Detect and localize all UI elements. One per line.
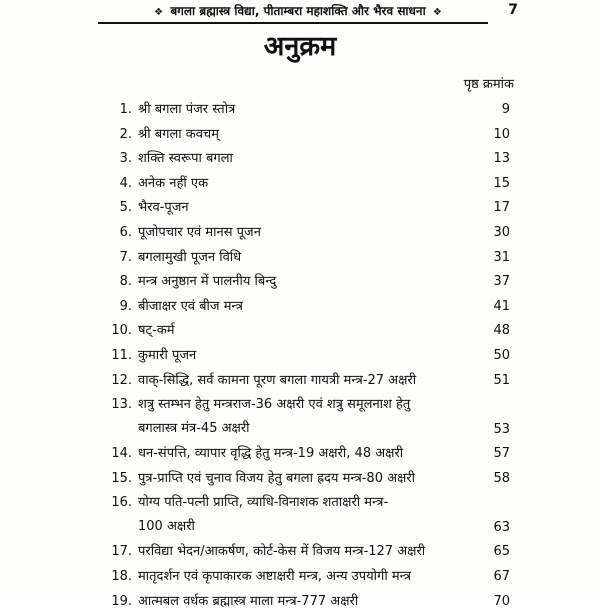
toc-entry-title-line: कुमारी पूजन <box>138 348 196 363</box>
toc-entry-number: 7. <box>110 246 132 270</box>
toc-entry-number: 9. <box>110 295 132 319</box>
toc-entry-title-line: श्री बगला पंजर स्तोत्र <box>138 102 235 117</box>
toc-entry-title-line: शक्ति स्वरूपा बगला <box>138 151 233 166</box>
toc-entry <box>110 565 510 590</box>
toc-entry <box>110 344 510 369</box>
toc-entry-title <box>138 172 468 196</box>
toc-entry <box>110 491 510 540</box>
toc-entry-title <box>138 295 468 319</box>
toc-entry <box>110 295 510 320</box>
toc-entry <box>110 442 510 467</box>
toc-entry-title <box>138 270 468 294</box>
toc-entry-number: 11. <box>110 344 132 368</box>
toc-entry-number: 2. <box>110 123 132 147</box>
toc-entry-page: 53 <box>460 418 510 442</box>
toc-entry <box>110 196 510 221</box>
toc-entry <box>110 98 510 123</box>
toc-entry-number: 16. <box>110 491 132 515</box>
toc-entry-page: 30 <box>460 221 510 245</box>
toc-entry-title-line: आत्मबल वर्धक ब्रह्मास्त्र माला मन्त्र-777 अक्षरी <box>138 594 358 609</box>
toc-entry-title <box>138 467 468 491</box>
page-number: 7 <box>508 0 518 20</box>
toc-entry-number: 1. <box>110 98 132 122</box>
toc-entry <box>110 369 510 394</box>
toc-entry-page: 17 <box>460 196 510 220</box>
toc-entry-title <box>138 393 468 441</box>
header-rule <box>98 22 488 24</box>
toc-entry <box>110 540 510 565</box>
toc-entry-number: 3. <box>110 147 132 171</box>
toc-entry-title-line: षट्-कर्म <box>138 323 175 338</box>
toc-entry-title-line: मातृदर्शन एवं कृपाकारक अष्टाक्षरी मन्त्र, अन्य उपयोगी मन्त्र <box>138 569 411 584</box>
toc-entry-title <box>138 246 468 270</box>
diamond-ornament-right-icon: ❖ <box>430 7 445 18</box>
toc-entry-page: 57 <box>460 442 510 466</box>
toc-entry <box>110 319 510 344</box>
toc-entry-page: 63 <box>460 516 510 540</box>
toc-entry-number: 13. <box>110 393 132 417</box>
toc-entry <box>110 172 510 197</box>
toc-entry-title <box>138 442 468 466</box>
toc-entry-title-line: 100 अक्षरी <box>138 515 468 539</box>
toc-entry <box>110 467 510 492</box>
table-of-contents <box>110 98 510 614</box>
toc-entry-number: 19. <box>110 590 132 614</box>
toc-entry-title-line: शत्रु स्तम्भन हेतु मन्त्रराज-36 अक्षरी एवं शत्रु समूलनाश हेतु <box>138 397 410 412</box>
toc-entry-number: 5. <box>110 196 132 220</box>
diamond-ornament-left-icon: ❖ <box>151 7 166 18</box>
toc-entry-title <box>138 123 468 147</box>
toc-entry-page: 10 <box>460 123 510 147</box>
toc-entry-number: 15. <box>110 467 132 491</box>
toc-entry-page: 48 <box>460 319 510 343</box>
toc-entry-number: 18. <box>110 565 132 589</box>
toc-entry <box>110 590 510 614</box>
page-number-column-header: पृष्ठ क्रमांक <box>464 76 514 94</box>
running-header <box>98 2 498 20</box>
toc-entry <box>110 270 510 295</box>
page-title: अनुक्रम <box>0 30 600 64</box>
toc-entry-title <box>138 565 468 589</box>
toc-entry-title <box>138 98 468 122</box>
toc-entry-page: 67 <box>460 565 510 589</box>
toc-entry <box>110 147 510 172</box>
toc-entry-title-line: बगलास्त्र मंत्र-45 अक्षरी <box>138 417 468 441</box>
toc-entry-page: 70 <box>460 590 510 614</box>
toc-entry-title-line: अनेक नहीं एक <box>138 176 208 191</box>
toc-entry-number: 8. <box>110 270 132 294</box>
toc-entry-title <box>138 196 468 220</box>
toc-entry-title <box>138 540 468 564</box>
toc-entry-title <box>138 319 468 343</box>
toc-entry-title <box>138 344 468 368</box>
toc-entry-number: 14. <box>110 442 132 466</box>
toc-entry-page: 58 <box>460 467 510 491</box>
toc-entry-number: 17. <box>110 540 132 564</box>
toc-entry-number: 6. <box>110 221 132 245</box>
toc-entry <box>110 393 510 442</box>
toc-entry-title-line: योग्य पति-पत्नी प्राप्ति, व्याधि-विनाशक शताक्षरी मन्त्र- <box>138 495 388 510</box>
toc-entry-title-line: बीजाक्षर एवं बीज मन्त्र <box>138 299 243 314</box>
toc-entry-page: 9 <box>460 98 510 122</box>
toc-entry-title-line: भैरव-पूजन <box>138 200 189 215</box>
toc-entry-page: 41 <box>460 295 510 319</box>
toc-entry-page: 50 <box>460 344 510 368</box>
toc-entry-title-line: श्री बगला कवचम् <box>138 127 219 142</box>
toc-entry-title-line: बगलामुखी पूजन विधि <box>138 250 241 265</box>
toc-entry-title <box>138 590 468 614</box>
toc-entry-title-line: पूजोपचार एवं मानस पूजन <box>138 225 261 240</box>
toc-entry-title-line: मन्त्र अनुष्ठान में पालनीय बिन्दु <box>138 274 276 289</box>
toc-entry-number: 10. <box>110 319 132 343</box>
toc-entry <box>110 246 510 271</box>
toc-entry-title <box>138 491 468 539</box>
toc-entry-title <box>138 221 468 245</box>
toc-entry-page: 51 <box>460 369 510 393</box>
running-title: बगला ब्रह्मास्त्र विद्या, पीताम्बरा महाशक्ति और भैरव साधना <box>170 4 425 18</box>
toc-entry-page: 65 <box>460 540 510 564</box>
toc-entry-page: 13 <box>460 147 510 171</box>
toc-entry-page: 37 <box>460 270 510 294</box>
toc-entry-title-line: परविद्या भेदन/आकर्षण, कोर्ट-केस में विजय मन्त्र-127 अक्षरी <box>138 544 425 559</box>
toc-entry-number: 12. <box>110 369 132 393</box>
toc-entry-number: 4. <box>110 172 132 196</box>
toc-entry-page: 15 <box>460 172 510 196</box>
toc-entry <box>110 123 510 148</box>
toc-entry <box>110 221 510 246</box>
toc-entry-title <box>138 147 468 171</box>
toc-entry-title-line: वाक्-सिद्धि, सर्व कामना पूरण बगला गायत्री मन्त्र-27 अक्षरी <box>138 373 416 388</box>
toc-entry-title-line: पुत्र-प्राप्ति एवं चुनाव विजय हेतु बगला ह्रदय मन्त्र-80 अक्षरी <box>138 471 415 486</box>
toc-entry-page: 31 <box>460 246 510 270</box>
toc-entry-title <box>138 369 468 393</box>
toc-entry-title-line: धन-संपत्ति, व्यापार वृद्धि हेतु मन्त्र-19 अक्षरी, 48 अक्षरी <box>138 446 403 461</box>
